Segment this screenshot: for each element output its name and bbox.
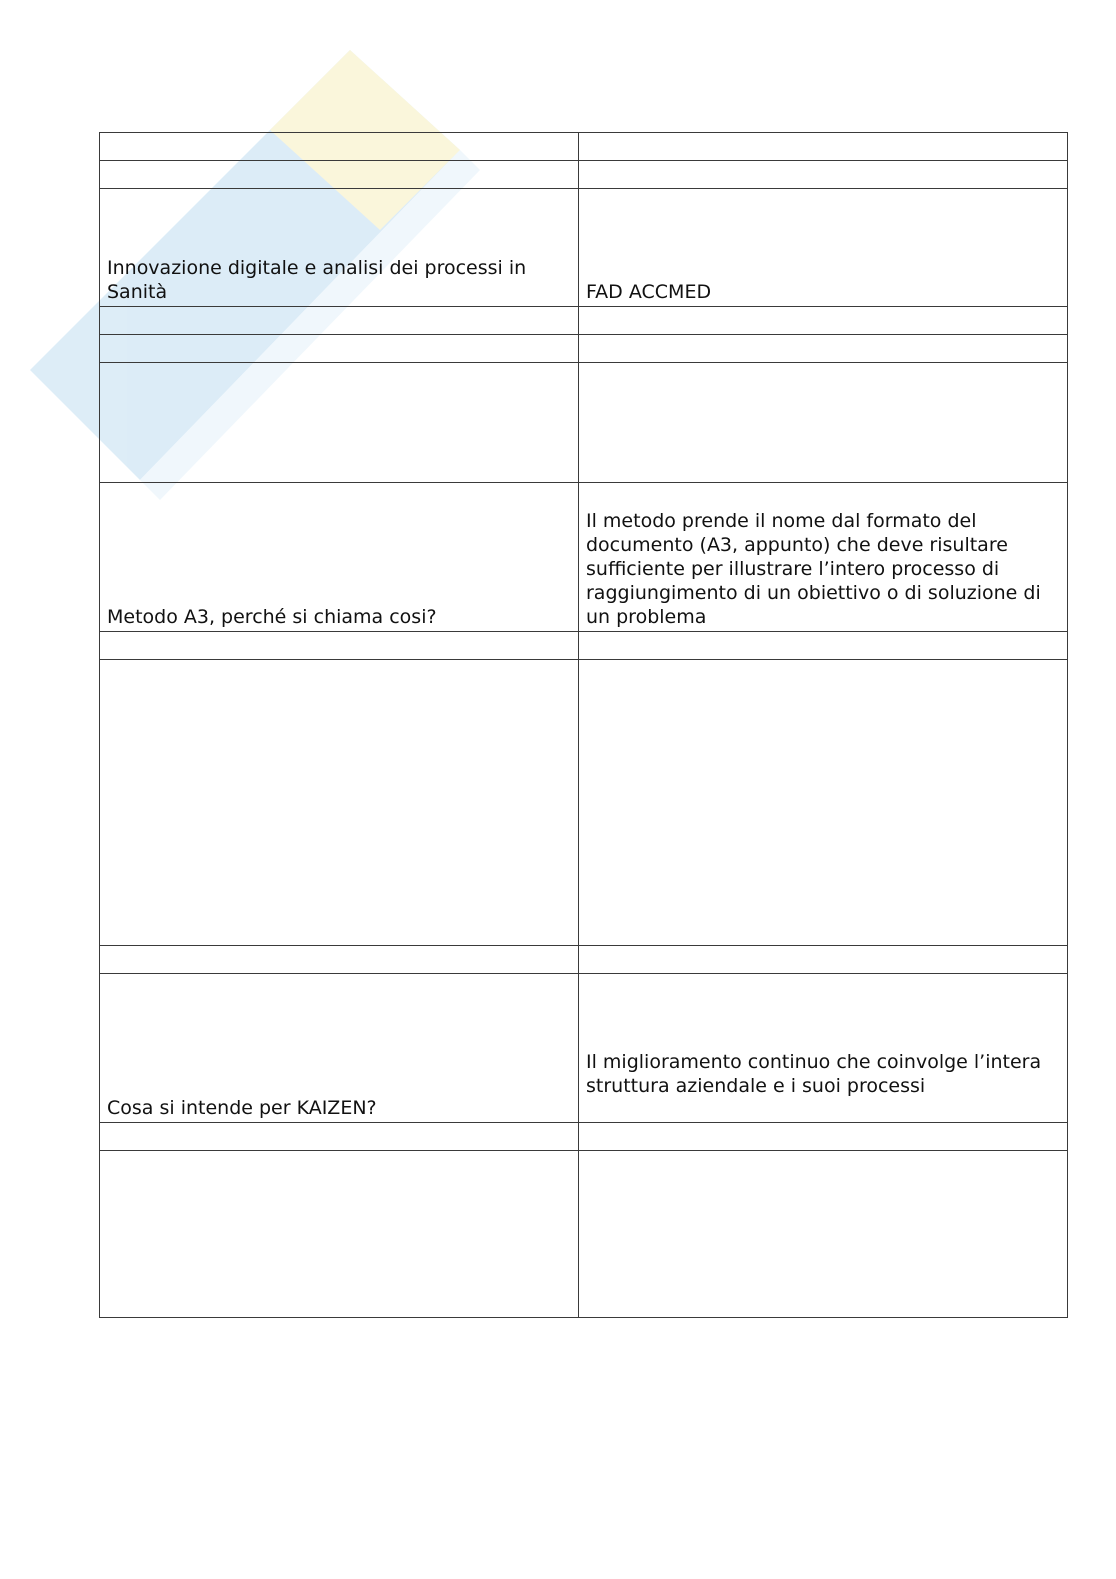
- question-text: Metodo A3, perché si chiama cosi?: [100, 483, 579, 632]
- table-row: [100, 335, 1068, 363]
- table-row: [100, 133, 1068, 161]
- answer-text: Il miglioramento continuo che coinvolge l’intera struttura aziendale e i suoi processi: [579, 974, 1068, 1123]
- table-row: [100, 363, 1068, 483]
- table-row: [100, 660, 1068, 946]
- table-row: [100, 1123, 1068, 1151]
- table-row: [100, 307, 1068, 335]
- qa-row: [100, 974, 1068, 1123]
- table-row: [100, 632, 1068, 660]
- table-row: [100, 1151, 1068, 1318]
- document-title: Innovazione digitale e analisi dei processi in Sanità: [100, 189, 579, 307]
- qa-table: [99, 132, 1068, 1318]
- title-row: [100, 189, 1068, 307]
- document-subtitle: FAD ACCMED: [579, 189, 1068, 307]
- table-row: [100, 946, 1068, 974]
- qa-row: [100, 483, 1068, 632]
- table-row: [100, 161, 1068, 189]
- question-text: Cosa si intende per KAIZEN?: [100, 974, 579, 1123]
- answer-text: Il metodo prende il nome dal formato del documento (A3, appunto) che deve risultare sufficiente per illustrare l’intero processo di raggiungimento di un obiettivo o di soluzione di un problema: [579, 483, 1068, 632]
